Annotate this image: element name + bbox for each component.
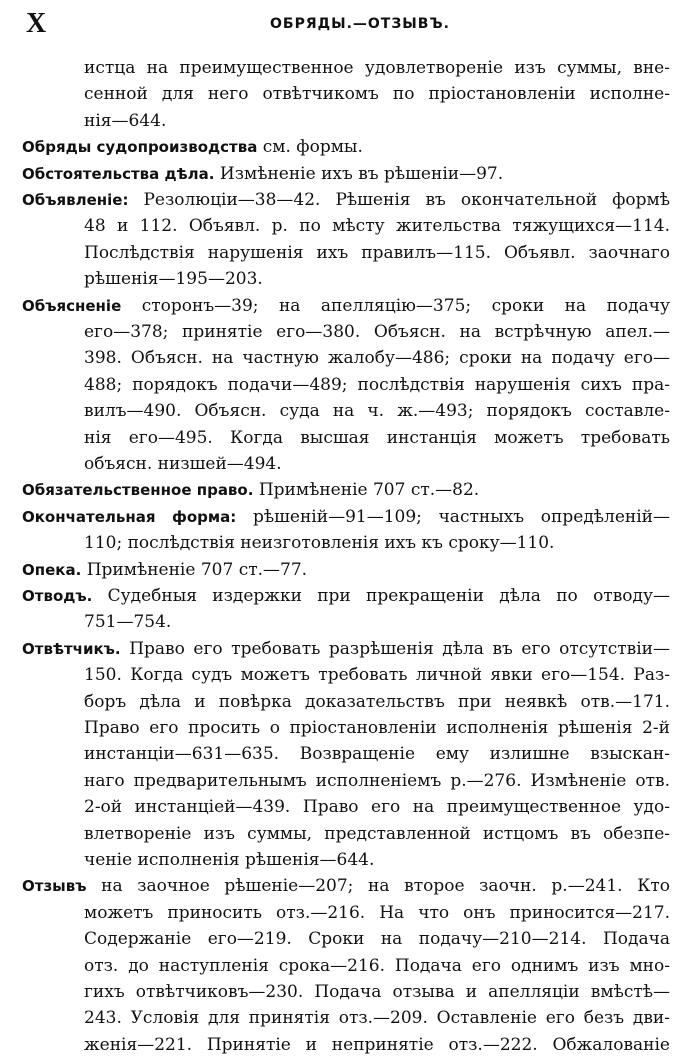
index-entry-text: см. формы. — [257, 137, 363, 158]
index-line — [84, 241, 670, 265]
index-line — [84, 531, 600, 555]
index-line — [84, 1033, 670, 1057]
index-entry-text: влетвореніе изъ суммы, представленной истцомъ въ обезпе- — [84, 823, 670, 844]
index-line — [22, 874, 670, 898]
index-entry-text: Судебныя издержки при прекращеніи дѣла по отводу— — [92, 586, 670, 606]
index-line — [84, 769, 670, 793]
index-line — [84, 373, 670, 397]
index-line — [22, 188, 670, 212]
index-line — [84, 610, 300, 634]
index-term: Объявленіе: — [22, 191, 129, 209]
running-title: ОБРЯДЫ.—ОТЗЫВЪ. — [270, 16, 450, 32]
index-line — [84, 267, 300, 291]
index-line — [84, 954, 670, 978]
index-entry-text: 243. Условія для принятія отз.—209. Оставленіе его безъ дви- — [84, 1008, 670, 1029]
index-entry-text: его—378; принятіе его—380. Объясн. на встрѣчную апел.— — [84, 322, 670, 342]
index-line — [22, 584, 670, 608]
index-entry-text: 751—754. — [84, 612, 172, 633]
index-line — [22, 637, 670, 661]
index-line — [22, 135, 400, 159]
index-line — [84, 901, 670, 925]
index-term: Обстоятельства дѣла. — [22, 164, 215, 183]
index-term: Обряды судопроизводства — [22, 138, 258, 157]
index-entry-text: Право его требовать разрѣшенія дѣла въ его отсутствіи— — [120, 638, 670, 659]
index-line — [84, 320, 670, 344]
index-line — [84, 663, 670, 687]
index-line — [84, 848, 400, 872]
index-line — [84, 399, 670, 423]
index-entry-text: 398. Объясн. на частную жалобу—486; сроки на подачу его— — [84, 348, 670, 369]
index-entry-text: нія его—495. Когда высшая инстанція можетъ требовать — [84, 427, 670, 448]
index-line — [84, 822, 670, 846]
index-line — [84, 1006, 670, 1030]
index-entry-text: гихъ отвѣтчиковъ—230. Подача отзыва и апелляціи вмѣстѣ— — [84, 982, 670, 1002]
index-term: Опека. — [22, 560, 82, 579]
index-entry-text: Примѣненіе 707 ст.—82. — [253, 480, 480, 501]
index-term: Отзывъ — [22, 877, 87, 896]
index-line — [22, 478, 560, 502]
index-line — [84, 927, 670, 951]
index-entry-text: ченіе исполненія рѣшенія—644. — [84, 850, 375, 870]
page-number: X — [26, 8, 47, 39]
index-line — [84, 82, 670, 106]
index-term: Отвѣтчикъ. — [22, 639, 121, 658]
index-entry-text: можетъ приносить отз.—216. На что онъ приносится—217. — [84, 902, 670, 923]
index-entry-text: рѣшеній—91—109; частныхъ опредѣленій— — [236, 506, 670, 527]
index-line — [84, 214, 670, 238]
index-entry-text: Примѣненіе 707 ст.—77. — [81, 559, 308, 580]
index-entry-text: рѣшенія—195—203. — [84, 269, 263, 290]
index-line — [84, 452, 300, 476]
index-entry-text: сенной для него отвѣтчикомъ по пріостановленіи исполне- — [84, 84, 670, 105]
index-entry-text: женія—221. Принятіе и непринятіе отз.—222. Обжалованіе — [84, 1034, 670, 1055]
page-header — [0, 0, 684, 40]
index-entry-text: Измѣненіе ихъ въ рѣшеніи—97. — [214, 163, 504, 184]
index-line — [84, 426, 670, 450]
index-entry-text: отз. до наступленія срока—216. Подача его однимъ изъ мно- — [84, 955, 670, 976]
index-term: Отводъ. — [22, 587, 93, 605]
index-entry-text: наго предварительнымъ исполненіемъ р.—276. Измѣненіе отв. — [84, 770, 670, 791]
index-entry-text: Содержаніе его—219. Сроки на подачу—210—214. Подача — [84, 929, 670, 950]
index-line — [84, 56, 670, 80]
index-line — [84, 690, 670, 714]
index-entry-text: 488; порядокъ подачи—489; послѣдствія нарушенія сихъ пра- — [84, 374, 670, 395]
index-entry-text: 48 и 112. Объявл. р. по мѣсту жительства тяжущихся—114. — [84, 216, 670, 237]
index-term: Окончательная форма: — [22, 507, 237, 526]
index-entry-text: на заочное рѣшеніе—207; на второе заочн. р.—241. Кто — [86, 876, 670, 897]
index-entry-text: сторонъ—39; на апелляцію—375; сроки на подачу — [121, 295, 670, 316]
index-line — [84, 109, 300, 133]
index-line — [84, 795, 670, 819]
index-entry-text: 150. Когда судъ можетъ требовать личной явки его—154. Раз- — [84, 665, 670, 686]
index-term: Обязательственное право. — [22, 481, 254, 500]
index-entry-text: нія—644. — [84, 110, 167, 131]
index-line — [84, 346, 670, 370]
index-entry-text: 110; послѣдствія неизготовленія ихъ къ сроку—110. — [84, 533, 555, 554]
index-line — [22, 294, 670, 318]
index-line — [84, 716, 670, 740]
index-entry-text: инстанціи—631—635. Возвращеніе ему излишне взыскан- — [84, 744, 670, 765]
index-entry-text: 2-ой инстанціей—439. Право его на преимущественное удо- — [84, 797, 670, 818]
index-entry-text: истца на преимущественное удовлетвореніе изъ суммы, вне- — [84, 58, 670, 78]
index-term: Объясненіе — [22, 296, 122, 315]
index-entry-text: Послѣдствія нарушенія ихъ правилъ—115. Объявл. заочнаго — [84, 242, 670, 263]
index-entry-text: Резолюціи—38—42. Рѣшенія въ окончательной формѣ — [128, 190, 670, 210]
index-line — [84, 742, 670, 766]
index-entry-text: вилъ—490. Объясн. суда на ч. ж.—493; порядокъ составле- — [84, 401, 670, 422]
index-entry-text: объясн. низшей—494. — [84, 454, 282, 474]
index-entry-text: Право его просить о пріостановленіи исполненія рѣшенія 2-й — [84, 718, 670, 738]
index-line — [22, 505, 670, 529]
index-line — [22, 558, 400, 582]
index-line — [22, 162, 560, 186]
index-line — [84, 980, 670, 1004]
index-entry-text: боръ дѣла и повѣрка доказательствъ при неявкѣ отв.—171. — [84, 691, 670, 712]
